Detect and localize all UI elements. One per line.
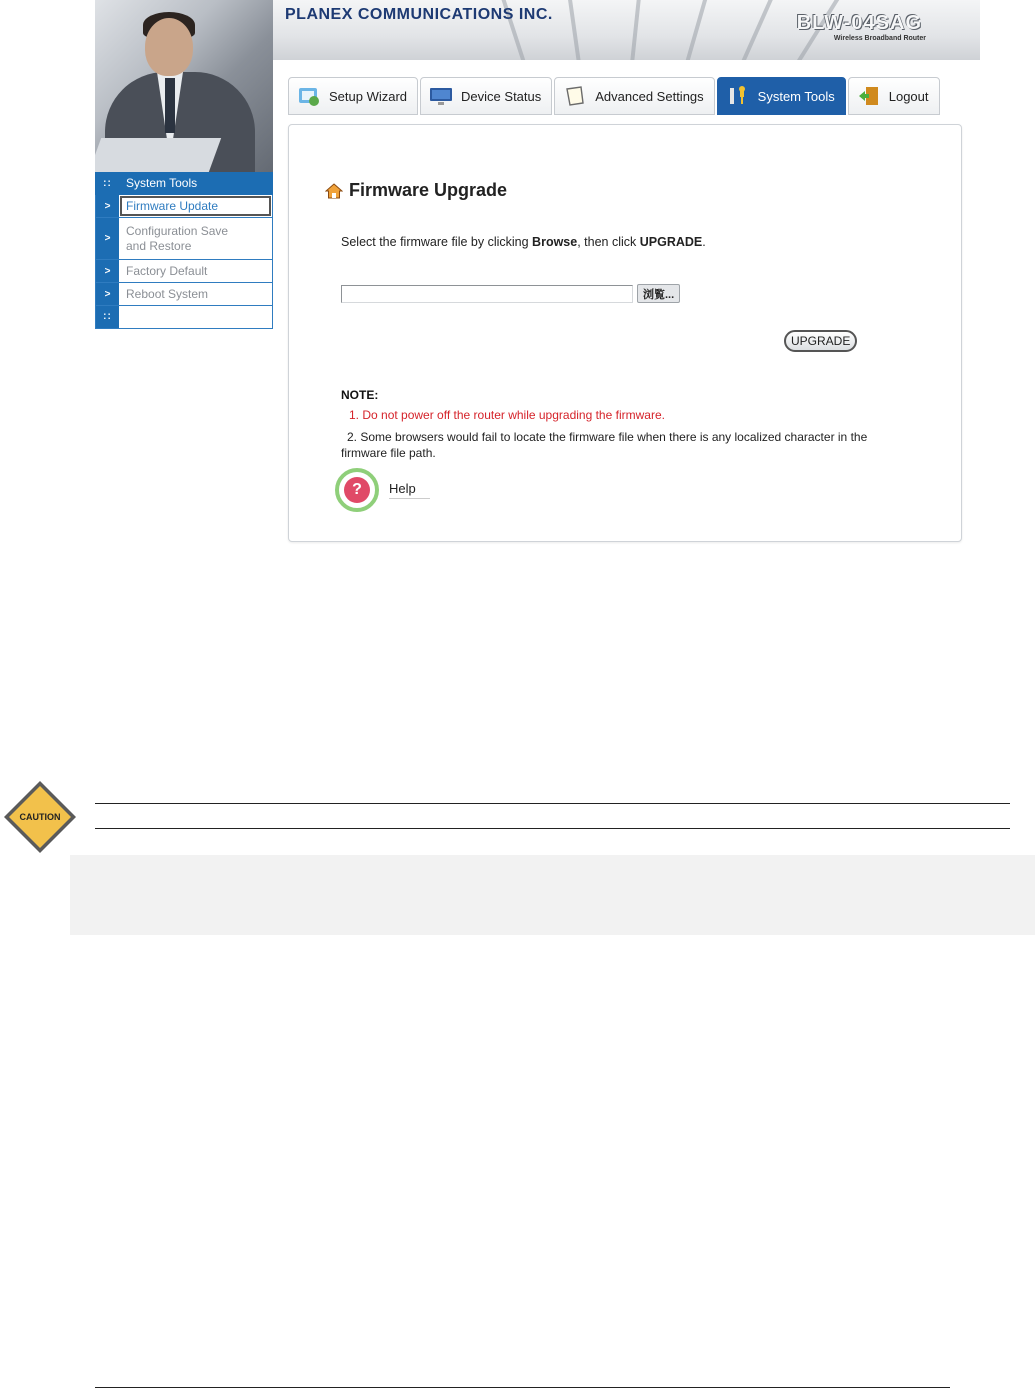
tab-label: System Tools xyxy=(757,88,835,104)
caution-label: CAUTION xyxy=(19,812,61,822)
instruction-browse: Browse xyxy=(532,235,578,249)
help-question-icon: ? xyxy=(335,468,379,512)
sidebar-item-factory-default[interactable] xyxy=(95,260,273,283)
sidebar-item-label: Configuration Save and Restore xyxy=(126,223,229,253)
page-title xyxy=(325,180,507,201)
upgrade-button[interactable]: UPGRADE xyxy=(784,330,857,352)
tools-icon xyxy=(726,85,750,107)
tab-device-status[interactable] xyxy=(420,77,552,115)
content-panel xyxy=(288,124,962,542)
tab-logout[interactable] xyxy=(848,77,940,115)
sidebar-item-label: Reboot System xyxy=(126,286,209,301)
monitor-icon xyxy=(429,85,453,107)
file-picker xyxy=(341,284,680,303)
sidebar-header xyxy=(95,172,273,195)
tab-label: Setup Wizard xyxy=(329,88,408,104)
sidebar-item-label: Factory Default xyxy=(126,263,208,278)
tab-label: Advanced Settings xyxy=(595,88,704,104)
router-admin-screenshot xyxy=(95,0,980,545)
wizard-icon xyxy=(297,85,321,107)
help-button[interactable] xyxy=(335,468,430,512)
browse-button[interactable]: 浏覧... xyxy=(637,284,680,303)
tab-setup-wizard[interactable] xyxy=(288,77,418,115)
instruction-text xyxy=(341,235,706,249)
home-icon xyxy=(325,182,343,200)
sidebar-header-label: System Tools xyxy=(126,176,198,190)
chevron-right-icon: > xyxy=(96,218,119,259)
model-subtitle: Wireless Broadband Router xyxy=(833,35,926,42)
sidebar-item-reboot-system[interactable] xyxy=(95,283,273,306)
chevron-right-icon: > xyxy=(96,195,119,217)
brand-name: PLANEX COMMUNICATIONS INC. xyxy=(285,6,553,23)
logout-door-icon xyxy=(857,85,881,107)
caution-note-box xyxy=(70,855,1035,935)
note-warning: 1. Do not power off the router while upgrading the firmware. xyxy=(349,408,665,422)
tab-system-tools[interactable] xyxy=(717,77,846,115)
help-label: Help xyxy=(389,481,430,499)
sidebar-footer xyxy=(95,306,273,329)
instruction-suffix: . xyxy=(702,235,706,249)
main-tabs xyxy=(288,77,942,117)
tab-advanced-settings[interactable] xyxy=(554,77,714,115)
firmware-file-input[interactable] xyxy=(341,285,633,303)
sidebar xyxy=(95,172,273,329)
tab-label: Device Status xyxy=(461,88,542,104)
chevron-right-icon: > xyxy=(96,260,119,282)
notepad-icon xyxy=(563,85,587,107)
grip-dots-icon: :: xyxy=(96,306,119,328)
page-title-text: Firmware Upgrade xyxy=(349,180,508,200)
sidebar-item-label: Firmware Update xyxy=(120,196,271,216)
header-banner xyxy=(273,0,980,60)
instruction-upgrade: UPGRADE xyxy=(639,235,703,249)
chevron-right-icon: > xyxy=(96,283,119,305)
sidebar-item-configuration[interactable] xyxy=(95,218,273,260)
header-photo xyxy=(95,0,273,172)
grip-dots-icon: :: xyxy=(96,173,119,194)
note-browser: 2. Some browsers would fail to locate the firmware file when there is any localized character in the firmware file path. xyxy=(341,430,868,460)
tab-label: Logout xyxy=(888,88,929,104)
instruction-middle: , then click xyxy=(577,235,640,249)
model-name: BLW-04SAG xyxy=(796,12,922,34)
note-title: NOTE: xyxy=(341,388,379,402)
instruction-prefix: Select the firmware file by clicking xyxy=(341,235,533,249)
caution-icon xyxy=(2,779,78,855)
section-rule-top xyxy=(95,803,1010,804)
sidebar-item-firmware-update[interactable] xyxy=(95,195,273,218)
section-rule-bottom xyxy=(95,828,1010,829)
